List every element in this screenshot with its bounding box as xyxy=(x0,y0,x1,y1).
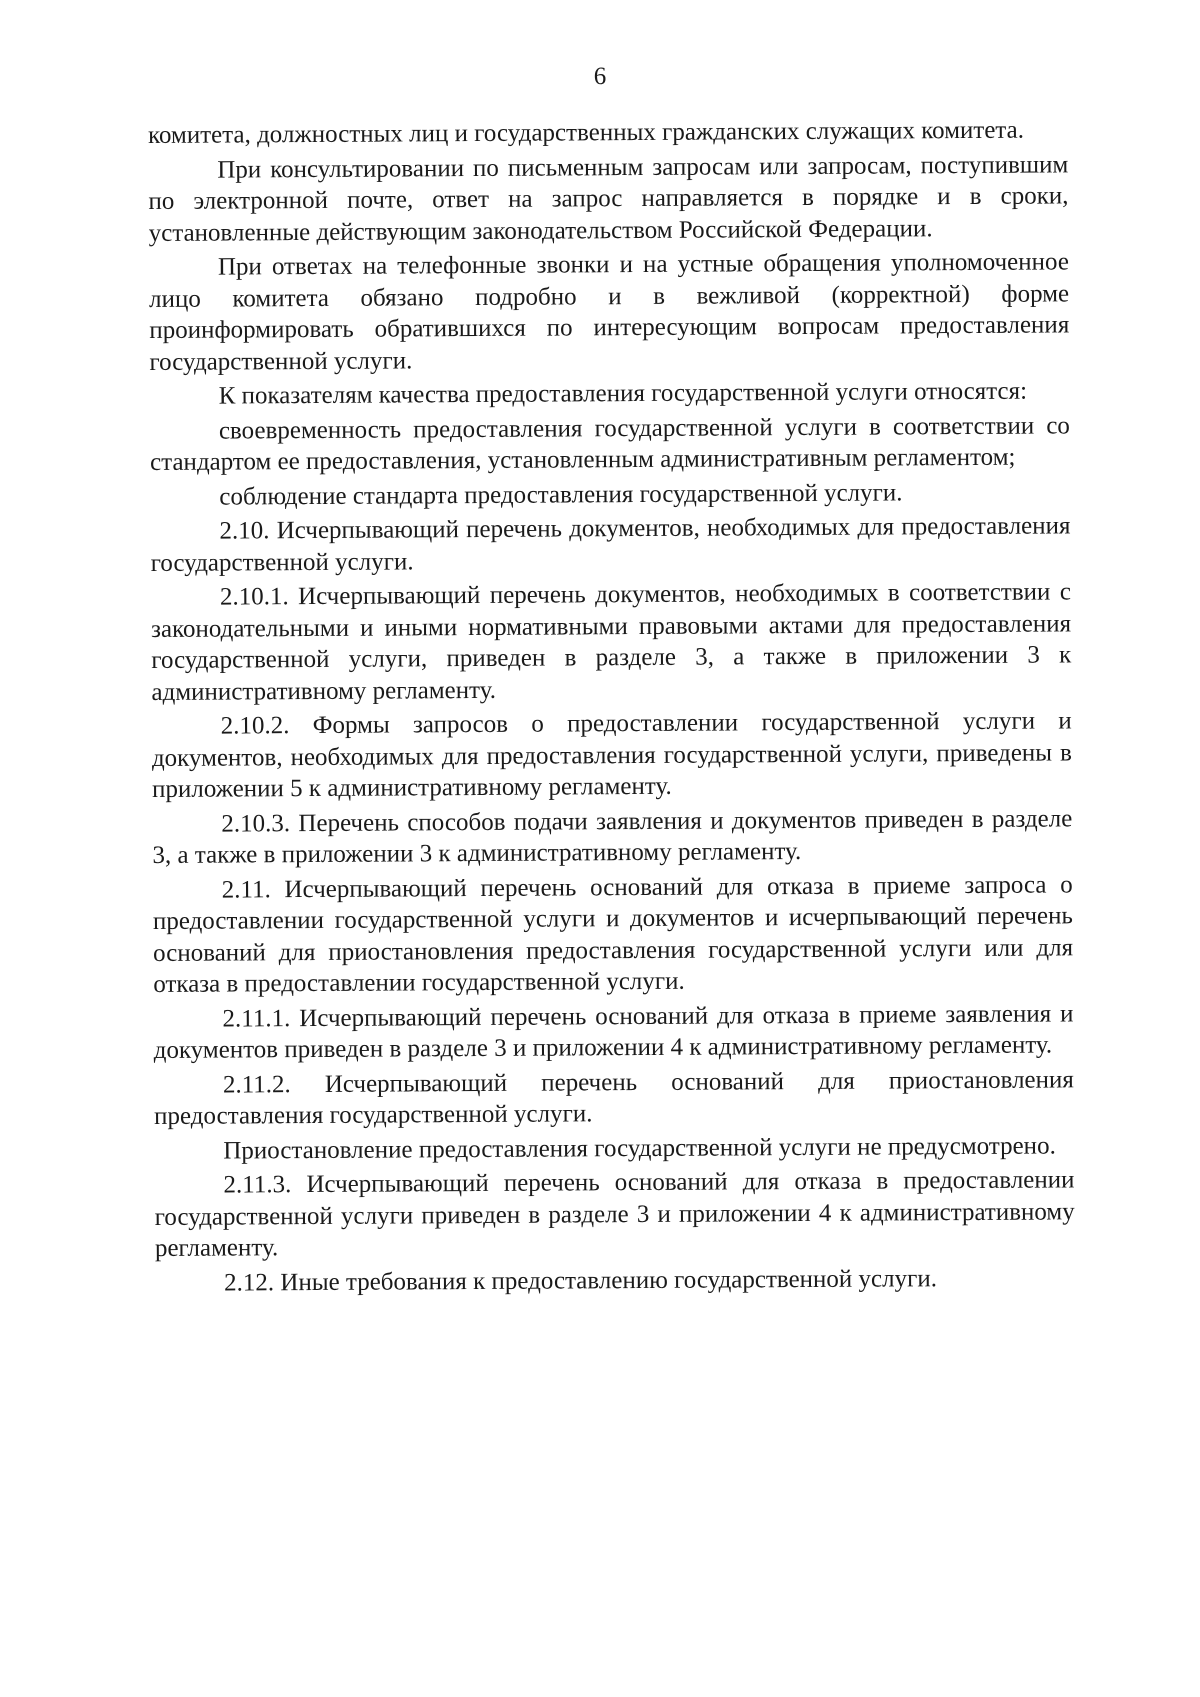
paragraph-2-10-3: 2.10.3. Перечень способов подачи заявления и документов приведен в разделе 3, а также в приложении 3 к административному регламенту. xyxy=(152,804,1073,869)
paragraph: комитета, должностных лиц и государственных гражданских служащих комитета. xyxy=(148,116,1025,149)
section-heading-2-12: 2.12. Иные требования к предоставлению государственной услуги. xyxy=(224,1264,938,1297)
paragraph: К показателям качества предоставления государственной услуги относятся: xyxy=(218,377,1028,410)
paragraph-2-11-2: 2.11.2. Исчерпывающий перечень оснований для приостановления предоставления государственной услуги. xyxy=(154,1065,1074,1130)
paragraph-2-10-1: 2.10.1. Исчерпывающий перечень документов, необходимых в соответствии с законодательными и иными нормативными правовыми актами для предоставления государственной услуги, приведен в разделе 3, а также в приложении 3 к административному регламенту. xyxy=(151,578,1072,706)
paragraph: соблюдение стандарта предоставления государственной услуги. xyxy=(219,478,903,511)
paragraph-2-11-3: 2.11.3. Исчерпывающий перечень оснований для отказа в предоставлении государственной услуги приведен в разделе 3 и приложении 4 к административному регламенту. xyxy=(154,1166,1075,1262)
paragraph: Приостановление предоставления государственной услуги не предусмотрено. xyxy=(223,1131,1056,1165)
paragraph: При ответах на телефонные звонки и на устные обращения уполномоченное лицо комитета обязано подробно и в вежливой (корректной) форме проинформировать обратившихся по интересующим вопросам предоставления государственной услуги. xyxy=(149,248,1070,376)
section-heading-2-10: 2.10. Исчерпывающий перечень документов, необходимых для предоставления государственной услуги. xyxy=(150,512,1071,577)
section-heading-2-11: 2.11. Исчерпывающий перечень оснований для отказа в приеме запроса о предоставлении государственной услуги и документов и исчерпывающий перечень оснований для приостановления предоставления государственной услуги или для отказа в предоставлении государственной услуги. xyxy=(152,870,1074,998)
paragraph: своевременность предоставления государственной услуги в соответствии со стандартом ее предоставления, установленным административным регламентом; xyxy=(150,411,1070,476)
paragraph: При консультировании по письменным запросам или запросам, поступившим по электронной почте, ответ на запрос направляется в порядке и в сроки, установленные действующим законодательством Российской Федерации. xyxy=(148,150,1069,247)
page-number: 6 xyxy=(593,63,607,90)
paragraph-2-11-1: 2.11.1. Исчерпывающий перечень оснований для отказа в приеме заявления и документов приведен в разделе 3 и приложении 4 к административному регламенту. xyxy=(153,999,1074,1064)
paragraph-2-10-2: 2.10.2. Формы запросов о предоставлении государственной услуги и документов, необходимых для предоставления государственной услуги, приведены в приложении 5 к административному регламенту. xyxy=(151,707,1072,803)
document-body xyxy=(148,114,1075,1302)
